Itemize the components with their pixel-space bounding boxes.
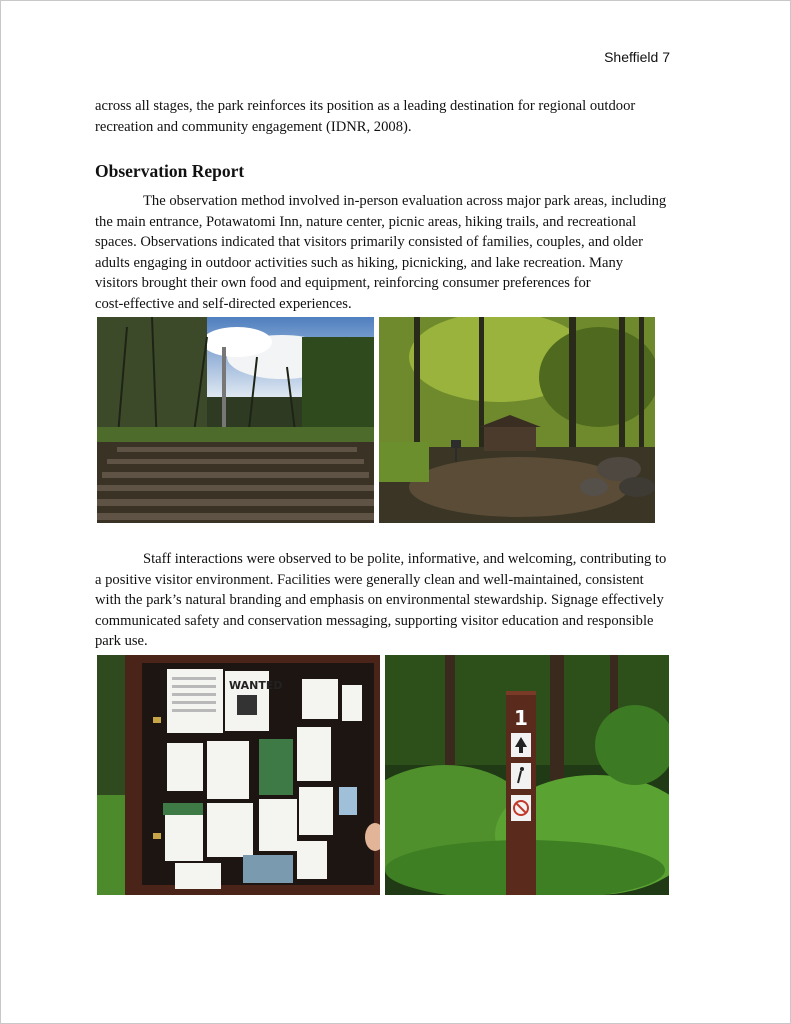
- paragraph-line: The observation method involved in-person evaluation across major park areas, including: [143, 193, 667, 209]
- trail-marker-photo: [385, 655, 669, 895]
- paragraph-line: across all stages, the park reinforces its position as a leading destination for regional outdoor: [95, 98, 636, 114]
- paragraph-line: communicated safety and conservation messaging, supporting visitor education and responsible: [95, 612, 654, 629]
- trail-number: 1: [514, 706, 528, 730]
- paragraph-line: adults engaging in outdoor activities such as hiking, picnicking, and lake recreation. Many: [95, 254, 624, 271]
- paragraph-line: visitors brought their own food and equipment, reinforcing consumer preferences for: [95, 275, 591, 291]
- forest-cabin-photo: [379, 317, 655, 523]
- paragraph-line: recreation and community engagement (IDNR, 2008).: [95, 118, 412, 135]
- hiker-icon: [520, 767, 524, 771]
- observation-paragraph: [95, 191, 705, 314]
- page-header: Sheffield 7: [604, 49, 670, 65]
- paragraph-line: cost-effective and self-directed experiences.: [95, 295, 352, 312]
- section-heading: Observation Report: [95, 161, 245, 181]
- wanted-sign-text: WANTED: [229, 679, 283, 692]
- paragraph-line: with the park’s natural branding and emphasis on environmental stewardship. Signage effectively: [95, 592, 664, 608]
- paragraph-line: Staff interactions were observed to be polite, informative, and welcoming, contributing to: [143, 551, 667, 567]
- paragraph-line: the main entrance, Potawatomi Inn, nature center, picnic areas, hiking trails, and recreational: [95, 213, 637, 230]
- bulletin-board-photo: [97, 655, 380, 895]
- paragraph-line: spaces. Observations indicated that visitors primarily consisted of families, couples, and older: [95, 234, 643, 250]
- paragraph-line: a positive visitor environment. Facilities were generally clean and well-maintained, consistent: [95, 571, 644, 588]
- staff-paragraph: [95, 549, 705, 652]
- amphitheater-photo: [97, 317, 374, 523]
- paragraph-line: park use.: [95, 633, 148, 649]
- intro-paragraph: [95, 96, 705, 137]
